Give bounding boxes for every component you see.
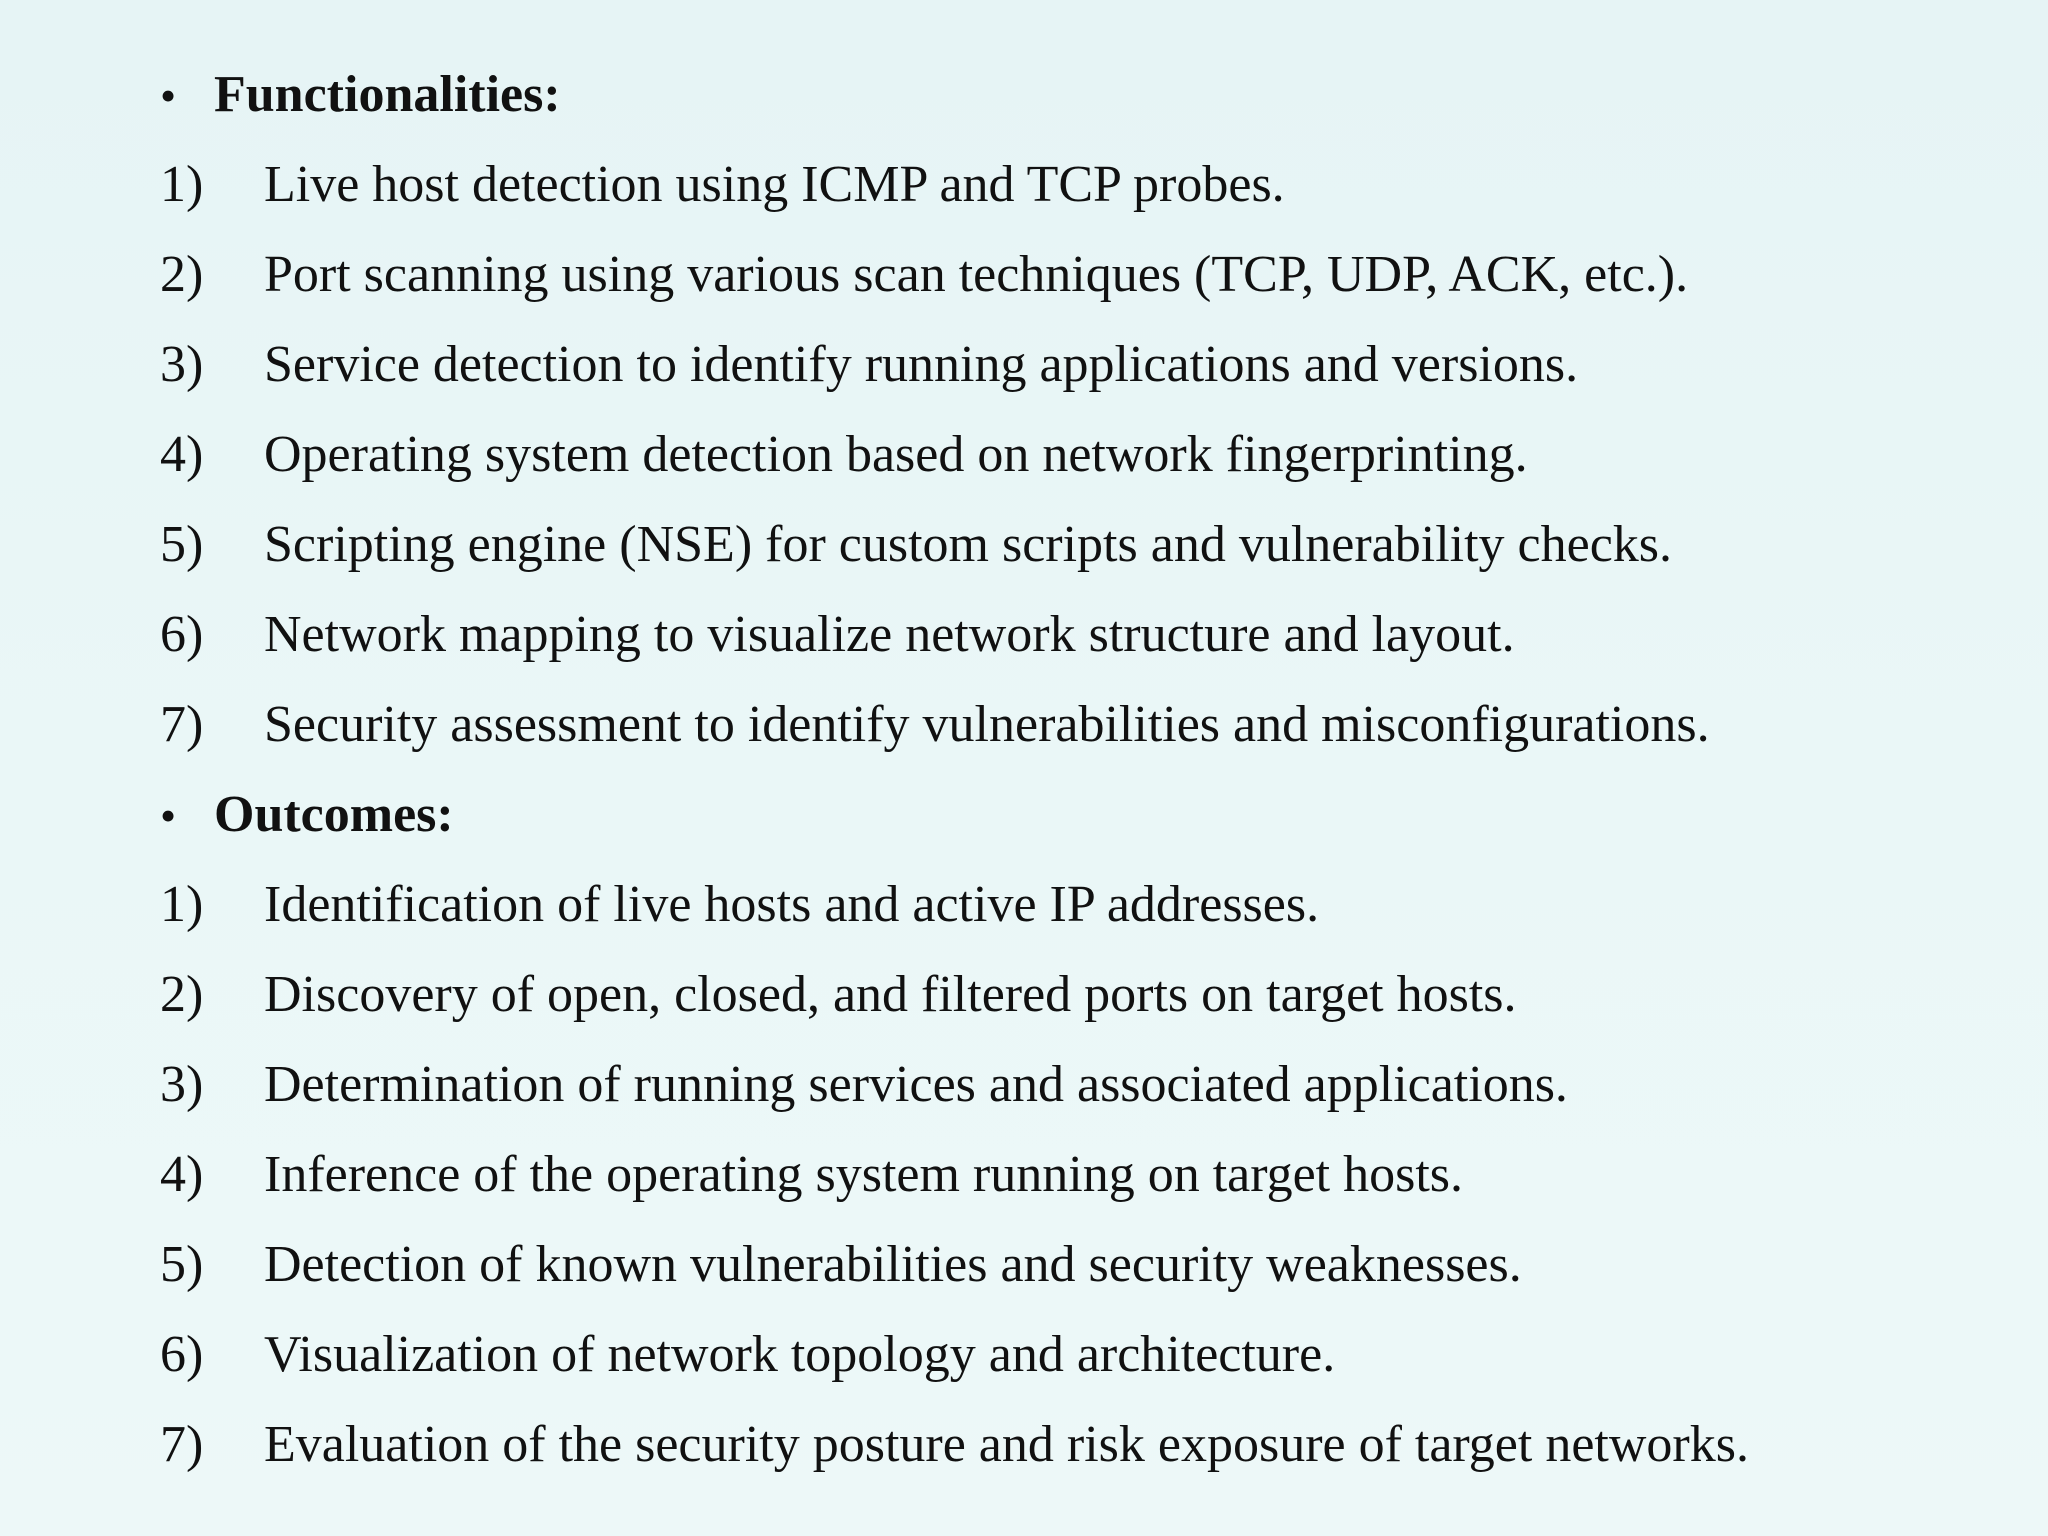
item-number: 5) (160, 1236, 204, 1293)
item-number: 2) (160, 246, 204, 303)
item-text: Live host detection using ICMP and TCP probes. (264, 156, 1285, 213)
list-item (160, 500, 1960, 590)
list-item (160, 320, 1960, 410)
item-number: 3) (160, 1056, 204, 1113)
item-text: Port scanning using various scan techniques (TCP, UDP, ACK, etc.). (264, 246, 1689, 303)
item-text: Evaluation of the security posture and risk exposure of target networks. (264, 1416, 1749, 1473)
item-number: 1) (160, 156, 204, 213)
list-item (160, 230, 1960, 320)
item-number: 6) (160, 1326, 204, 1383)
item-text: Security assessment to identify vulnerabilities and misconfigurations. (264, 696, 1710, 753)
list-item (160, 1400, 1960, 1490)
item-text: Operating system detection based on network fingerprinting. (264, 426, 1528, 483)
item-text: Visualization of network topology and architecture. (264, 1326, 1336, 1383)
item-number: 7) (160, 1416, 204, 1473)
item-number: 4) (160, 426, 204, 483)
list-item (160, 590, 1960, 680)
bullet-icon: • (160, 790, 177, 841)
item-text: Scripting engine (NSE) for custom scripts and vulnerability checks. (264, 516, 1673, 573)
list-item (160, 860, 1960, 950)
section-heading-functionalities (160, 50, 1960, 140)
item-number: 1) (160, 876, 204, 933)
slide-content (160, 50, 1960, 1490)
item-number: 2) (160, 966, 204, 1023)
item-text: Service detection to identify running applications and versions. (264, 336, 1579, 393)
item-number: 7) (160, 696, 204, 753)
list-item (160, 950, 1960, 1040)
item-number: 4) (160, 1146, 204, 1203)
item-number: 3) (160, 336, 204, 393)
section-heading-outcomes (160, 770, 1960, 860)
list-item (160, 1130, 1960, 1220)
item-number: 6) (160, 606, 204, 663)
item-text: Identification of live hosts and active IP addresses. (264, 876, 1320, 933)
list-item (160, 140, 1960, 230)
item-text: Network mapping to visualize network structure and layout. (264, 606, 1515, 663)
list-item (160, 680, 1960, 770)
item-text: Inference of the operating system running on target hosts. (264, 1146, 1464, 1203)
list-item (160, 1220, 1960, 1310)
list-item (160, 1040, 1960, 1130)
item-text: Discovery of open, closed, and filtered ports on target hosts. (264, 966, 1517, 1023)
bullet-icon: • (160, 70, 177, 121)
heading-text: Outcomes: (214, 786, 454, 843)
list-item (160, 1310, 1960, 1400)
item-text: Detection of known vulnerabilities and security weaknesses. (264, 1236, 1522, 1293)
heading-text: Functionalities: (214, 66, 561, 123)
item-number: 5) (160, 516, 204, 573)
list-item (160, 410, 1960, 500)
item-text: Determination of running services and associated applications. (264, 1056, 1568, 1113)
